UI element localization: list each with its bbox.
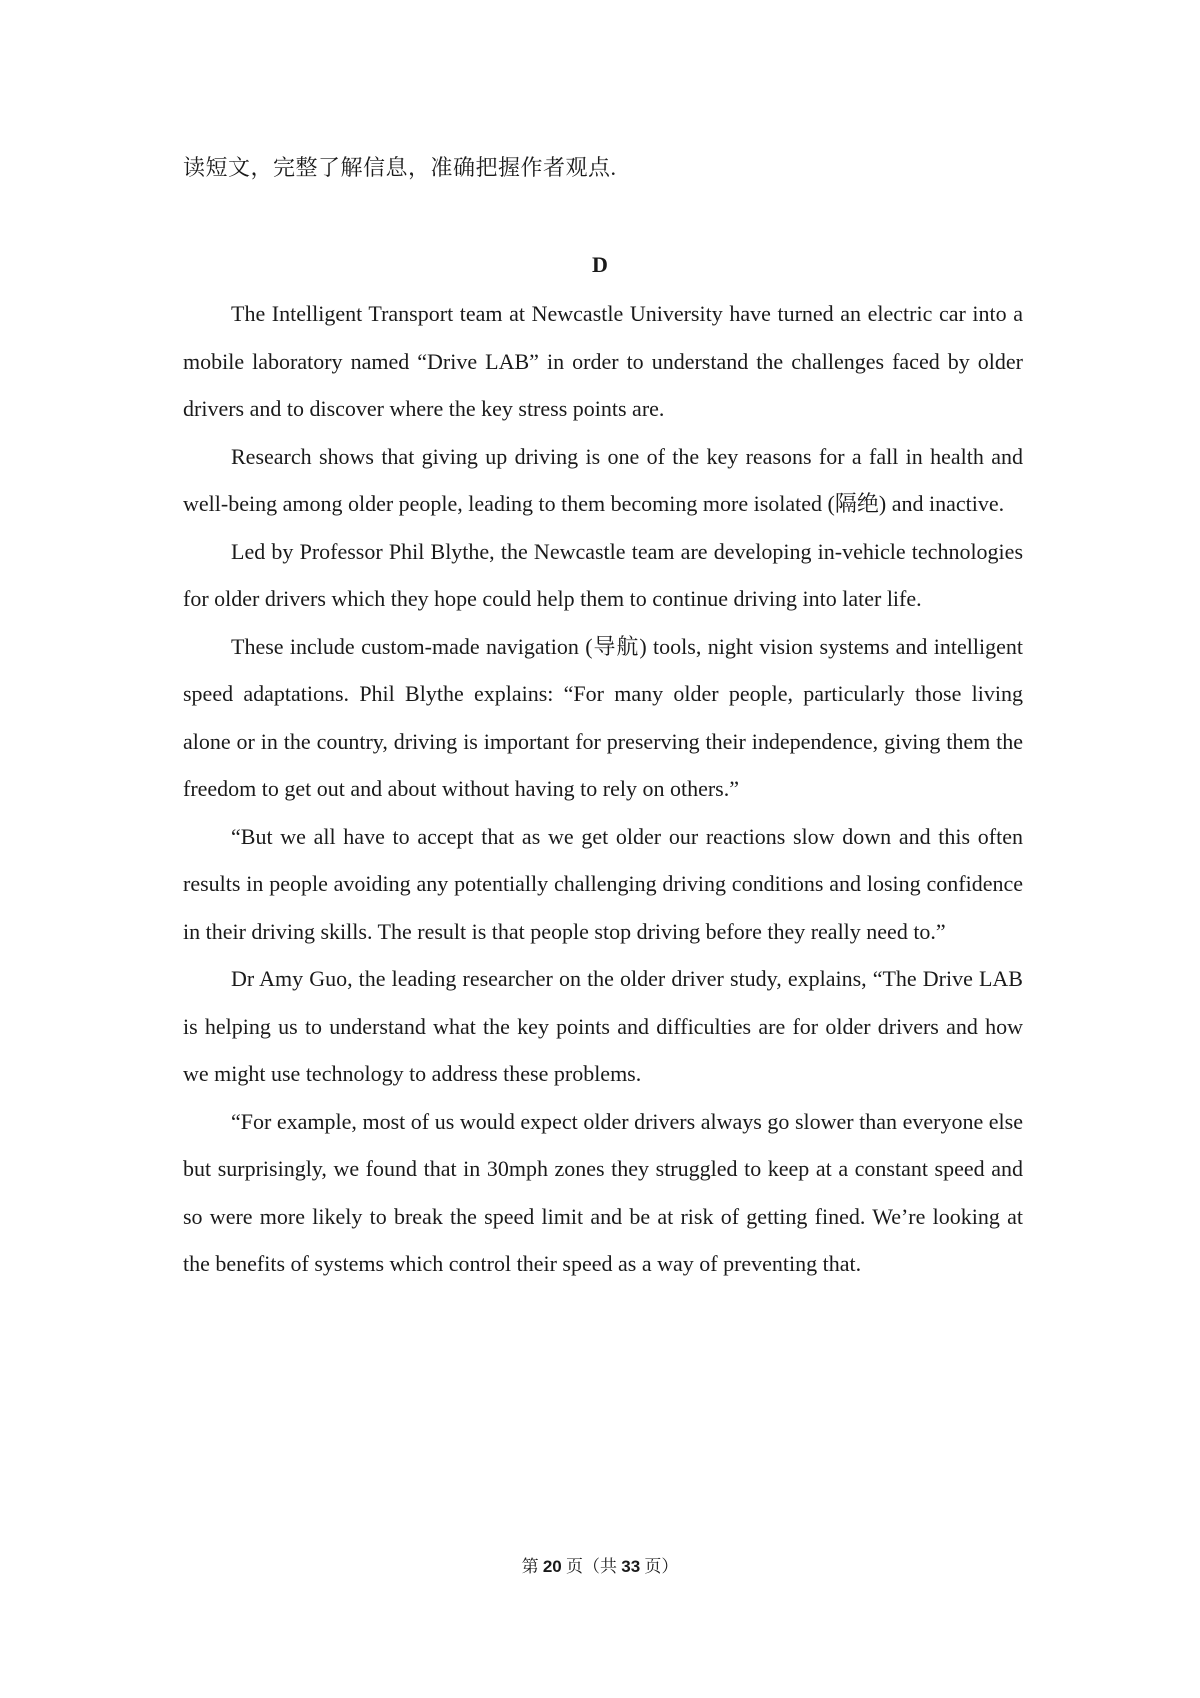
paragraph: “For example, most of us would expect older drivers always go slower than everyone else but surprisingly, we found that in 30mph zones they struggled to keep at a constant speed and so were more likely to break the speed limit and be at risk of getting fined. We’re looking at the benefits of systems which control their speed as a way of preventing that. (183, 1108, 1023, 1276)
paragraph: These include custom-made navigation (导航) tools, night vision systems and intelligent speed adaptations. Phil Blythe explains: “For many older people, particularly those living alone or in the country, driving is important for preserving their independence, giving them the freedom to get out and about without having to rely on others.” (183, 633, 1023, 801)
section-heading: D (592, 252, 608, 277)
paragraph: Led by Professor Phil Blythe, the Newcastle team are developing in-vehicle technologies for older drivers which they hope could help them to continue driving into later life. (183, 538, 1023, 611)
current-page-number: 20 (542, 1557, 562, 1576)
paragraph: The Intelligent Transport team at Newcastle University have turned an electric car into a mobile laboratory named “Drive LAB” in order to understand the challenges faced by older drivers and to discover where the key stress points are. (183, 301, 1023, 421)
paragraph: Research shows that giving up driving is one of the key reasons for a fall in health and well-being among older people, leading to them becoming more isolated (隔绝) and inactive. (183, 443, 1023, 516)
passage-body (183, 290, 1023, 1288)
paragraph: Dr Amy Guo, the leading researcher on the older driver study, explains, “The Drive LAB is helping us to understand what the key points and difficulties are for older drivers and how we might use technology to address these problems. (183, 966, 1023, 1086)
total-page-count: 33 (621, 1557, 641, 1576)
paragraph: “But we all have to accept that as we get older our reactions slow down and this often results in people avoiding any potentially challenging driving conditions and losing confidence in their driving skills. The result is that people stop driving before they really need to.” (183, 823, 1023, 944)
footer-suffix: 页） (644, 1557, 679, 1576)
intro-instruction: 读短文，完整了解信息，准确把握作者观点. (183, 155, 617, 180)
page-footer (0, 1555, 1200, 1579)
footer-prefix: 第 (521, 1557, 539, 1576)
footer-middle: 页（共 (566, 1557, 617, 1576)
